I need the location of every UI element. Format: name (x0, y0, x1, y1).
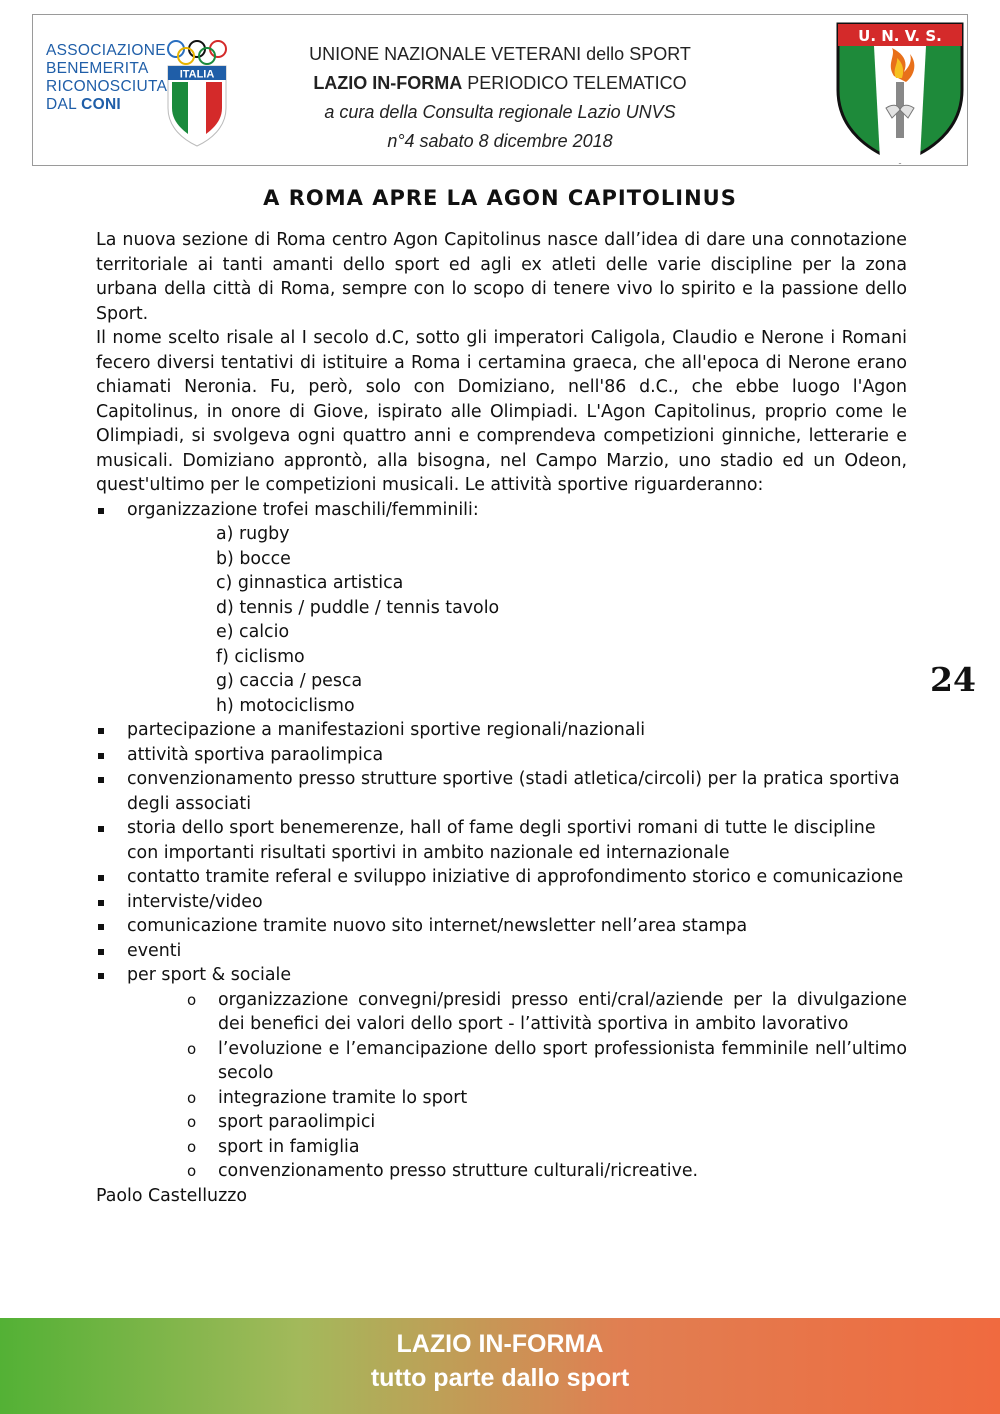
list-item: comunicazione tramite nuovo sito internet/newsletter nell’area stampa (96, 914, 907, 939)
italia-shield-label: ITALIA (179, 68, 215, 81)
article-paragraph-2: Il nome scelto risale al I secolo d.C, sotto gli imperatori Caligola, Claudio e Nerone i Romani fecero diversi tentativi di istituire a Roma i certamina graeca, che all'epoca di Nerone erano chiamati Neronia. Fu, però, solo con Domiziano, nell'86 d.C., che ebbe luogo l'Agon Capitolinus, in onore di Giove, ispirato alle Olimpiadi. L'Agon Capitolinus, proprio come le Olimpiadi, si svolgeva ogni quattro anni e comprendeva competizioni ginniche, letterarie e musicali. Domiziano approntò, alla bisogna, nel Campo Marzio, uno stadio ed un Odeon, quest'ultimo per le competizioni musicali. Le attività sportive riguarderanno: (96, 328, 907, 495)
italia-shield-icon (166, 64, 228, 148)
sport-item: f) ciclismo (216, 646, 305, 667)
list-item: eventi (96, 939, 907, 964)
header-periodico-line (250, 69, 750, 98)
sport-item: e) calcio (216, 622, 290, 642)
social-item: o l’evoluzione e l’emancipazione dello sport professionista femminile nell’ultimo secolo (187, 1037, 907, 1086)
sport-item: a) rugby (216, 524, 290, 544)
coni-line2: BENEMERITA (46, 60, 149, 77)
coni-line4 (46, 96, 167, 114)
sport-item: c) ginnastica artistica (216, 573, 404, 593)
header-periodico-rest: PERIODICO TELEMATICO (462, 73, 687, 93)
header-issue-line: n°4 sabato 8 dicembre 2018 (387, 131, 613, 151)
social-item: o organizzazione convegni/presidi presso enti/cral/aziende per la divulgazione dei benefici dei valori dello sport - l’attività sportiva in ambito lavorativo (187, 988, 907, 1037)
list-item: contatto tramite referal e sviluppo iniziative di approfondimento storico e comunicazione (96, 865, 907, 890)
page-number: 24 (930, 660, 976, 699)
article-title: A ROMA APRE LA AGON CAPITOLINUS (263, 186, 737, 210)
article-author: Paolo Castelluzzo (96, 1185, 247, 1206)
article-paragraph-1: La nuova sezione di Roma centro Agon Capitolinus nasce dall’idea di dare una connotazione territoriale ai tanti amanti dello sport ed agli ex atleti delle varie discipline per la zona urbana della città di Roma, sempre con lo scopo di tenere vivo lo spirito e la passione dello Sport. (96, 230, 907, 324)
list-item (96, 963, 907, 1184)
footer-tagline: tutto parte dallo sport (370, 1364, 630, 1392)
footer-title: LAZIO IN-FORMA (396, 1330, 604, 1358)
social-item: o convenzionamento presso strutture culturali/ricreative. (187, 1159, 907, 1184)
list-item: attività sportiva paraolimpica (96, 743, 907, 768)
list-item-text: organizzazione trofei maschili/femminili: (127, 499, 479, 520)
sport-item: d) tennis / puddle / tennis tavolo (216, 597, 500, 618)
list-item: convenzionamento presso strutture sportive (stadi atletica/circoli) per la pratica sportiva degli associati (96, 767, 907, 816)
sport-item: b) bocce (216, 548, 291, 569)
header-periodico-bold: LAZIO IN-FORMA (313, 73, 463, 93)
coni-line1: ASSOCIAZIONE (46, 42, 166, 59)
list-item: partecipazione a manifestazioni sportive regionali/nazionali (96, 718, 907, 743)
footer-banner (0, 1318, 1000, 1414)
social-list (127, 988, 907, 1184)
header-cura-line: a cura della Consulta regionale Lazio UNVS (324, 102, 676, 122)
list-item (96, 498, 907, 719)
article-body (96, 228, 907, 1208)
activities-list (96, 498, 907, 1184)
list-item: interviste/video (96, 890, 907, 915)
olympic-rings-icon (166, 40, 228, 66)
social-item: o integrazione tramite lo sport (187, 1086, 907, 1111)
coni-logo-text (46, 42, 167, 114)
social-item: o sport in famiglia (187, 1135, 907, 1160)
sports-list (127, 522, 907, 718)
unvs-shield-logo (834, 20, 966, 166)
sport-item: g) caccia / pesca (216, 671, 363, 691)
list-item-text: per sport & sociale (127, 965, 292, 985)
social-item: o sport paraolimpici (187, 1110, 907, 1135)
header-center (250, 40, 750, 156)
sport-item: h) motociclismo (216, 695, 355, 716)
header-union-line: UNIONE NAZIONALE VETERANI dello SPORT (309, 44, 691, 64)
unvs-shield-label: U. N. V. S. (858, 27, 942, 45)
list-item: storia dello sport benemerenze, hall of fame degli sportivi romani di tutte le discipline con importanti risultati sportivi in ambito nazionale ed internazionale (96, 816, 907, 865)
coni-line4-prefix: DAL (46, 96, 77, 113)
coni-line4-bold: CONI (81, 96, 122, 113)
coni-line3: RICONOSCIUTA (46, 78, 168, 95)
